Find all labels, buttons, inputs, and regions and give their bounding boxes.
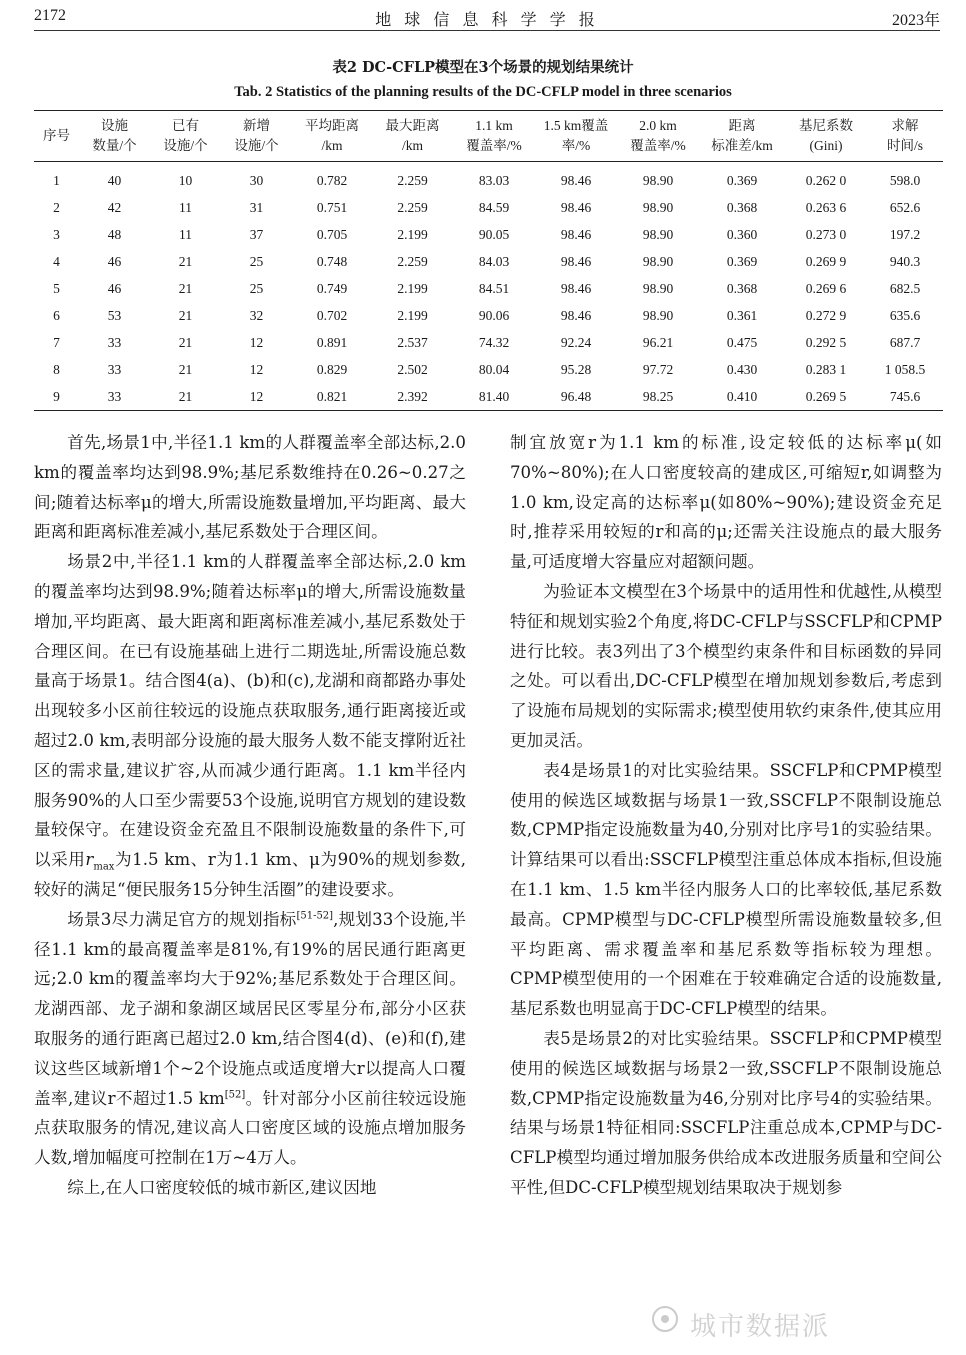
table-cell: 33	[107, 334, 122, 350]
header-line: 率/%	[561, 138, 591, 153]
text-run: 场景3尽力满足官方的规划指标	[67, 909, 297, 929]
table-cell: 31	[249, 200, 264, 216]
table-cell: 11	[179, 200, 192, 216]
table-cell: 90.05	[478, 227, 510, 243]
table-row	[34, 383, 943, 410]
column-header	[785, 111, 867, 162]
paragraph: 表5是场景2的对比实验结果。SSCFLP和CPMP模型使用的候选区域数据与场景2一致,SSCFLP不限制设施总数,CPMP指定设施数量为46,分别对比序号4的实验结果。结果与场景1特征相同:SSCFLP注重总成本,CPMP与DC-CFLP模型均通过增加服务供给成本改进服务质量和空间公平性,但DC-CFLP模型规划结果取决于规划参	[510, 1028, 942, 1197]
header-line: 设施/个	[163, 138, 208, 153]
table-cell: 46	[107, 281, 122, 296]
table-cell: 2.199	[397, 307, 428, 323]
table-cell: 33	[107, 361, 122, 377]
table-cell: 2	[53, 200, 60, 216]
header-line: 2.0 km	[639, 118, 677, 133]
table-cell: 0.821	[316, 388, 348, 404]
header-line: (Gini)	[809, 138, 843, 153]
table-cell: 30	[249, 173, 264, 189]
table-cell: 2.199	[397, 227, 428, 243]
header-line: 求解	[891, 118, 919, 133]
table-cell: 5	[53, 281, 60, 296]
table-cell: 598.0	[889, 173, 921, 189]
table-cell: 98.46	[560, 254, 592, 270]
table-cell: 32	[249, 307, 264, 323]
table-row	[34, 356, 943, 383]
table-cell: 98.90	[642, 173, 674, 189]
table-cell: 98.25	[642, 388, 674, 404]
table-cell: 98.90	[642, 200, 674, 216]
text-run: ,规划33个设施,半径1.1 km的最高覆盖率是81%,有19%的居民通行距离更远;2.0 km的覆盖率均大于92%;基尼系数处于合理区间。龙湖西部、龙子湖和象湖区域居民区零星分布,部分小区获取服务的通行距离已超过2.0 km,结合图4(d)、(e)和(f),建议这些区域新增1个~2个设施点或适度增大r以提高人口覆盖率,建议r不超过1.5 km	[34, 909, 466, 1108]
header-line: /km	[401, 138, 423, 153]
header-line: 距离	[728, 118, 756, 133]
table-cell: 74.32	[478, 334, 510, 350]
table-cell: 652.6	[889, 200, 921, 216]
table-cell: 96.48	[560, 388, 592, 404]
table-cell: 98.90	[642, 281, 674, 296]
table-cell: 33	[107, 388, 122, 404]
table-cell: 48	[107, 227, 122, 243]
column-header	[34, 111, 79, 162]
table-row	[34, 276, 943, 303]
table-cell: 0.705	[316, 227, 348, 243]
paragraph: 制宜放宽r为1.1 km的标准,设定较低的达标率μ(如70%~80%);在人口密度较高的建成区,可缩短r,如调整为1.0 km,设定高的达标率μ(如80%~90%);建设资金充足时,推荐采用较短的r和高的μ;还需关注设施点的最大服务量,可适度增大容量应对超额问题。	[510, 433, 942, 572]
table-cell: 21	[178, 361, 193, 377]
table-caption-cn: 表2 DC-CFLP模型在3个场景的规划结果统计	[332, 59, 634, 76]
table-cell: 10	[178, 173, 193, 189]
table-caption-en: Tab. 2 Statistics of the planning results of the DC-CFLP model in three scenarios	[234, 84, 732, 100]
publication-year: 2023年	[891, 12, 940, 29]
column-header	[150, 111, 221, 162]
text-run: 场景2中,半径1.1 km的人群覆盖率全部达标,2.0 km的覆盖率均达到98.9%;随着达标率μ的增大,所需设施数量增加,平均距离、最大距离和距离标准差减小,基尼系数处于合理区间。在已有设施基础上进行二期选址,所需设施总数量高于场景1。结合图4(a)、(b)和(c),龙湖和商都路办事处出现较多小区前往较远的设施点获取服务,通行距离接近或超过2.0 km,表明部分设施的最大服务人数不能支撑附近社区的需求量,建议扩容,从而减少通行距离。1.1 km半径内服务90%的人口至少需要53个设施,说明官方规划的建设数量较保守。在建设资金充盈且不限制设施数量的条件下,可以采用	[34, 552, 466, 870]
header-line: 标准差/km	[711, 138, 773, 153]
citation[interactable]: [52]	[224, 1089, 246, 1100]
table-cell: 90.06	[478, 307, 510, 323]
column-header	[79, 111, 150, 162]
table-cell: 0.283 1	[805, 361, 847, 377]
table-cell: 197.2	[889, 227, 921, 243]
column-header	[453, 111, 535, 162]
table-cell: 98.46	[560, 227, 592, 243]
table-cell: 21	[178, 388, 193, 404]
table-cell: 8	[53, 361, 60, 377]
table-cell: 21	[178, 307, 193, 323]
table-cell: 0.748	[316, 254, 348, 270]
table-cell: 12	[249, 334, 264, 350]
table-cell: 2.259	[397, 254, 428, 270]
table-row	[34, 162, 943, 195]
header-line: 新增	[243, 118, 270, 133]
table-cell: 0.269 5	[805, 388, 847, 404]
citation[interactable]: [51-52]	[296, 910, 334, 922]
header-line: 1.1 km	[475, 118, 513, 133]
table-cell: 0.749	[316, 281, 348, 296]
header-line: 平均距离	[305, 118, 359, 133]
table-header-row	[34, 111, 943, 162]
table-cell: 0.269 6	[805, 281, 847, 296]
table-cell: 25	[249, 281, 264, 296]
table-cell: 37	[249, 227, 264, 243]
column-header	[867, 111, 943, 162]
table-cell: 0.263 6	[805, 200, 847, 216]
subscript-max: max	[93, 861, 115, 873]
table-cell: 84.51	[478, 281, 510, 296]
table-cell: 0.475	[726, 334, 758, 350]
page-header	[34, 4, 940, 31]
header-line: 基尼系数	[799, 118, 853, 133]
table-cell: 0.410	[726, 388, 758, 404]
paragraph: 首先,场景1中,半径1.1 km的人群覆盖率全部达标,2.0 km的覆盖率均达到98.9%;基尼系数维持在0.26~0.27之间;随着达标率μ的增大,所需设施数量增加,平均距离、最大距离和距离标准差减小,基尼系数处于合理区间。	[34, 433, 466, 542]
table-cell: 0.430	[726, 361, 758, 377]
table-row	[34, 195, 943, 222]
header-line: 时间/s	[886, 138, 923, 153]
table-cell: 4	[53, 254, 60, 270]
table-cell: 12	[249, 388, 264, 404]
table-cell: 53	[107, 307, 122, 323]
table-cell: 21	[178, 334, 193, 350]
table-cell: 635.6	[889, 307, 921, 323]
table-body	[34, 162, 943, 411]
table-cell: 97.72	[642, 361, 674, 377]
table-cell: 98.46	[560, 307, 592, 323]
table-cell: 687.7	[889, 334, 921, 350]
column-header	[617, 111, 699, 162]
header-line: 设施	[101, 118, 128, 133]
table-cell: 9	[53, 388, 60, 404]
table-cell: 98.46	[560, 281, 592, 296]
table-cell: 0.751	[316, 200, 348, 216]
table-cell: 0.369	[726, 173, 758, 189]
header-line: 覆盖率/%	[466, 138, 522, 153]
table-cell: 1	[53, 173, 60, 189]
table-cell: 46	[107, 254, 122, 270]
table-cell: 0.292 5	[805, 334, 847, 350]
table-cell: 21	[178, 281, 193, 296]
table-cell: 84.59	[478, 200, 510, 216]
table-cell: 98.90	[642, 227, 674, 243]
table-cell: 0.369	[726, 254, 758, 270]
table-cell: 21	[178, 254, 193, 270]
table-cell: 98.90	[642, 307, 674, 323]
paragraph	[34, 547, 466, 905]
paragraph: 为验证本文模型在3个场景中的适用性和优越性,从模型特征和规划实验2个角度,将DC-CFLP与SSCFLP和CPMP进行比较。表3列出了3个模型约束条件和目标函数的异同之处。可以看出,DC-CFLP模型在增加规划参数后,考虑到了设施布局规划的实际需求;模型使用软约束条件,使其应用更加灵活。	[510, 581, 942, 750]
table-cell: 80.04	[478, 361, 510, 377]
table-cell: 96.21	[642, 334, 674, 350]
page-number: 2172	[34, 7, 66, 24]
text-run: 为1.5 km、r为1.1 km、μ为90%的规划参数,较好的满足“便民服务15分钟生活圈”的建设要求。	[34, 850, 466, 899]
table-cell: 2.259	[397, 173, 428, 189]
table-cell: 92.24	[560, 334, 592, 350]
column-header	[699, 111, 785, 162]
table-row	[34, 222, 943, 249]
table-cell: 2.392	[397, 388, 428, 404]
table-cell: 11	[179, 227, 192, 243]
table-cell: 0.368	[726, 200, 758, 216]
watermark-logo-icon	[650, 1304, 680, 1334]
table-cell: 95.28	[560, 361, 592, 377]
table-cell: 83.03	[478, 173, 510, 189]
journal-title: 地 球 信 息 科 学 学 报	[375, 10, 599, 29]
table-cell: 98.46	[560, 200, 592, 216]
table-cell: 1 058.5	[884, 361, 926, 377]
variable-r: r	[85, 850, 94, 870]
paragraph	[34, 905, 466, 1173]
table-cell: 0.269 9	[805, 254, 847, 270]
table-cell: 940.3	[889, 254, 921, 270]
table-cell: 2.502	[397, 361, 428, 377]
paragraph: 综上,在人口密度较低的城市新区,建议因地	[67, 1177, 377, 1197]
table-cell: 81.40	[478, 388, 510, 404]
table-cell: 0.891	[316, 334, 348, 350]
table-cell: 84.03	[478, 254, 510, 270]
table-cell: 0.702	[316, 307, 348, 323]
table-cell: 6	[53, 307, 60, 323]
table-cell: 0.368	[726, 281, 758, 296]
table-cell: 2.537	[397, 334, 428, 350]
header-line: /km	[321, 138, 343, 153]
table-cell: 0.272 9	[805, 307, 847, 323]
header-line: 覆盖率/%	[630, 138, 686, 153]
table-cell: 0.782	[316, 173, 348, 189]
header-line: 已有	[172, 118, 199, 133]
table-cell: 98.46	[560, 173, 592, 189]
table-row	[34, 302, 943, 329]
table-cell: 7	[53, 334, 60, 350]
table-cell: 25	[249, 254, 264, 270]
table-cell: 98.90	[642, 254, 674, 270]
table-cell: 0.273 0	[805, 227, 847, 243]
column-header	[372, 111, 453, 162]
results-table	[34, 110, 943, 411]
column-header	[535, 111, 617, 162]
header-line: 最大距离	[385, 118, 440, 133]
left-column	[34, 428, 466, 1203]
table-row	[34, 249, 943, 276]
table-cell: 12	[249, 361, 264, 377]
header-line: 设施/个	[234, 138, 279, 153]
table-cell: 3	[53, 227, 60, 243]
column-header	[221, 111, 292, 162]
header-line: 数量/个	[92, 138, 137, 153]
right-column	[510, 428, 942, 1203]
table-cell: 40	[107, 173, 122, 189]
table-cell: 2.259	[397, 200, 428, 216]
text-run: 。针对部分小区前往较远设施点获取服务的情况,建议高人口密度区域的设施点增加服务人数,增加幅度可控制在1万~4万人。	[34, 1088, 466, 1168]
watermark-text: 城市数据派	[690, 1312, 831, 1342]
table-cell: 0.829	[316, 361, 348, 377]
table-cell: 0.361	[726, 307, 758, 323]
table-cell: 42	[107, 200, 122, 216]
paragraph: 表4是场景1的对比实验结果。SSCFLP和CPMP模型使用的候选区域数据与场景1一致,SSCFLP不限制设施总数,CPMP指定设施数量为40,分别对比序号1的实验结果。计算结果可以看出:SSCFLP模型注重总体成本指标,但设施在1.1 km、1.5 km半径内服务人口的比率较低,基尼系数最高。CPMP模型与DC-CFLP模型所需设施数量较多,但平均距离、需求覆盖率和基尼系数等指标较为理想。CPMP模型使用的一个困难在于较难确定合适的设施数量,基尼系数也明显高于DC-CFLP模型的结果。	[510, 760, 942, 1019]
header-line: 1.5 km覆盖	[543, 118, 609, 133]
table-cell: 682.5	[889, 281, 921, 296]
table-cell: 2.199	[397, 281, 428, 296]
table-cell: 0.262 0	[805, 173, 847, 189]
header-line: 序号	[43, 128, 70, 143]
column-header	[292, 111, 372, 162]
table-cell: 745.6	[889, 388, 921, 404]
table-cell: 0.360	[726, 227, 758, 243]
table-row	[34, 329, 943, 356]
